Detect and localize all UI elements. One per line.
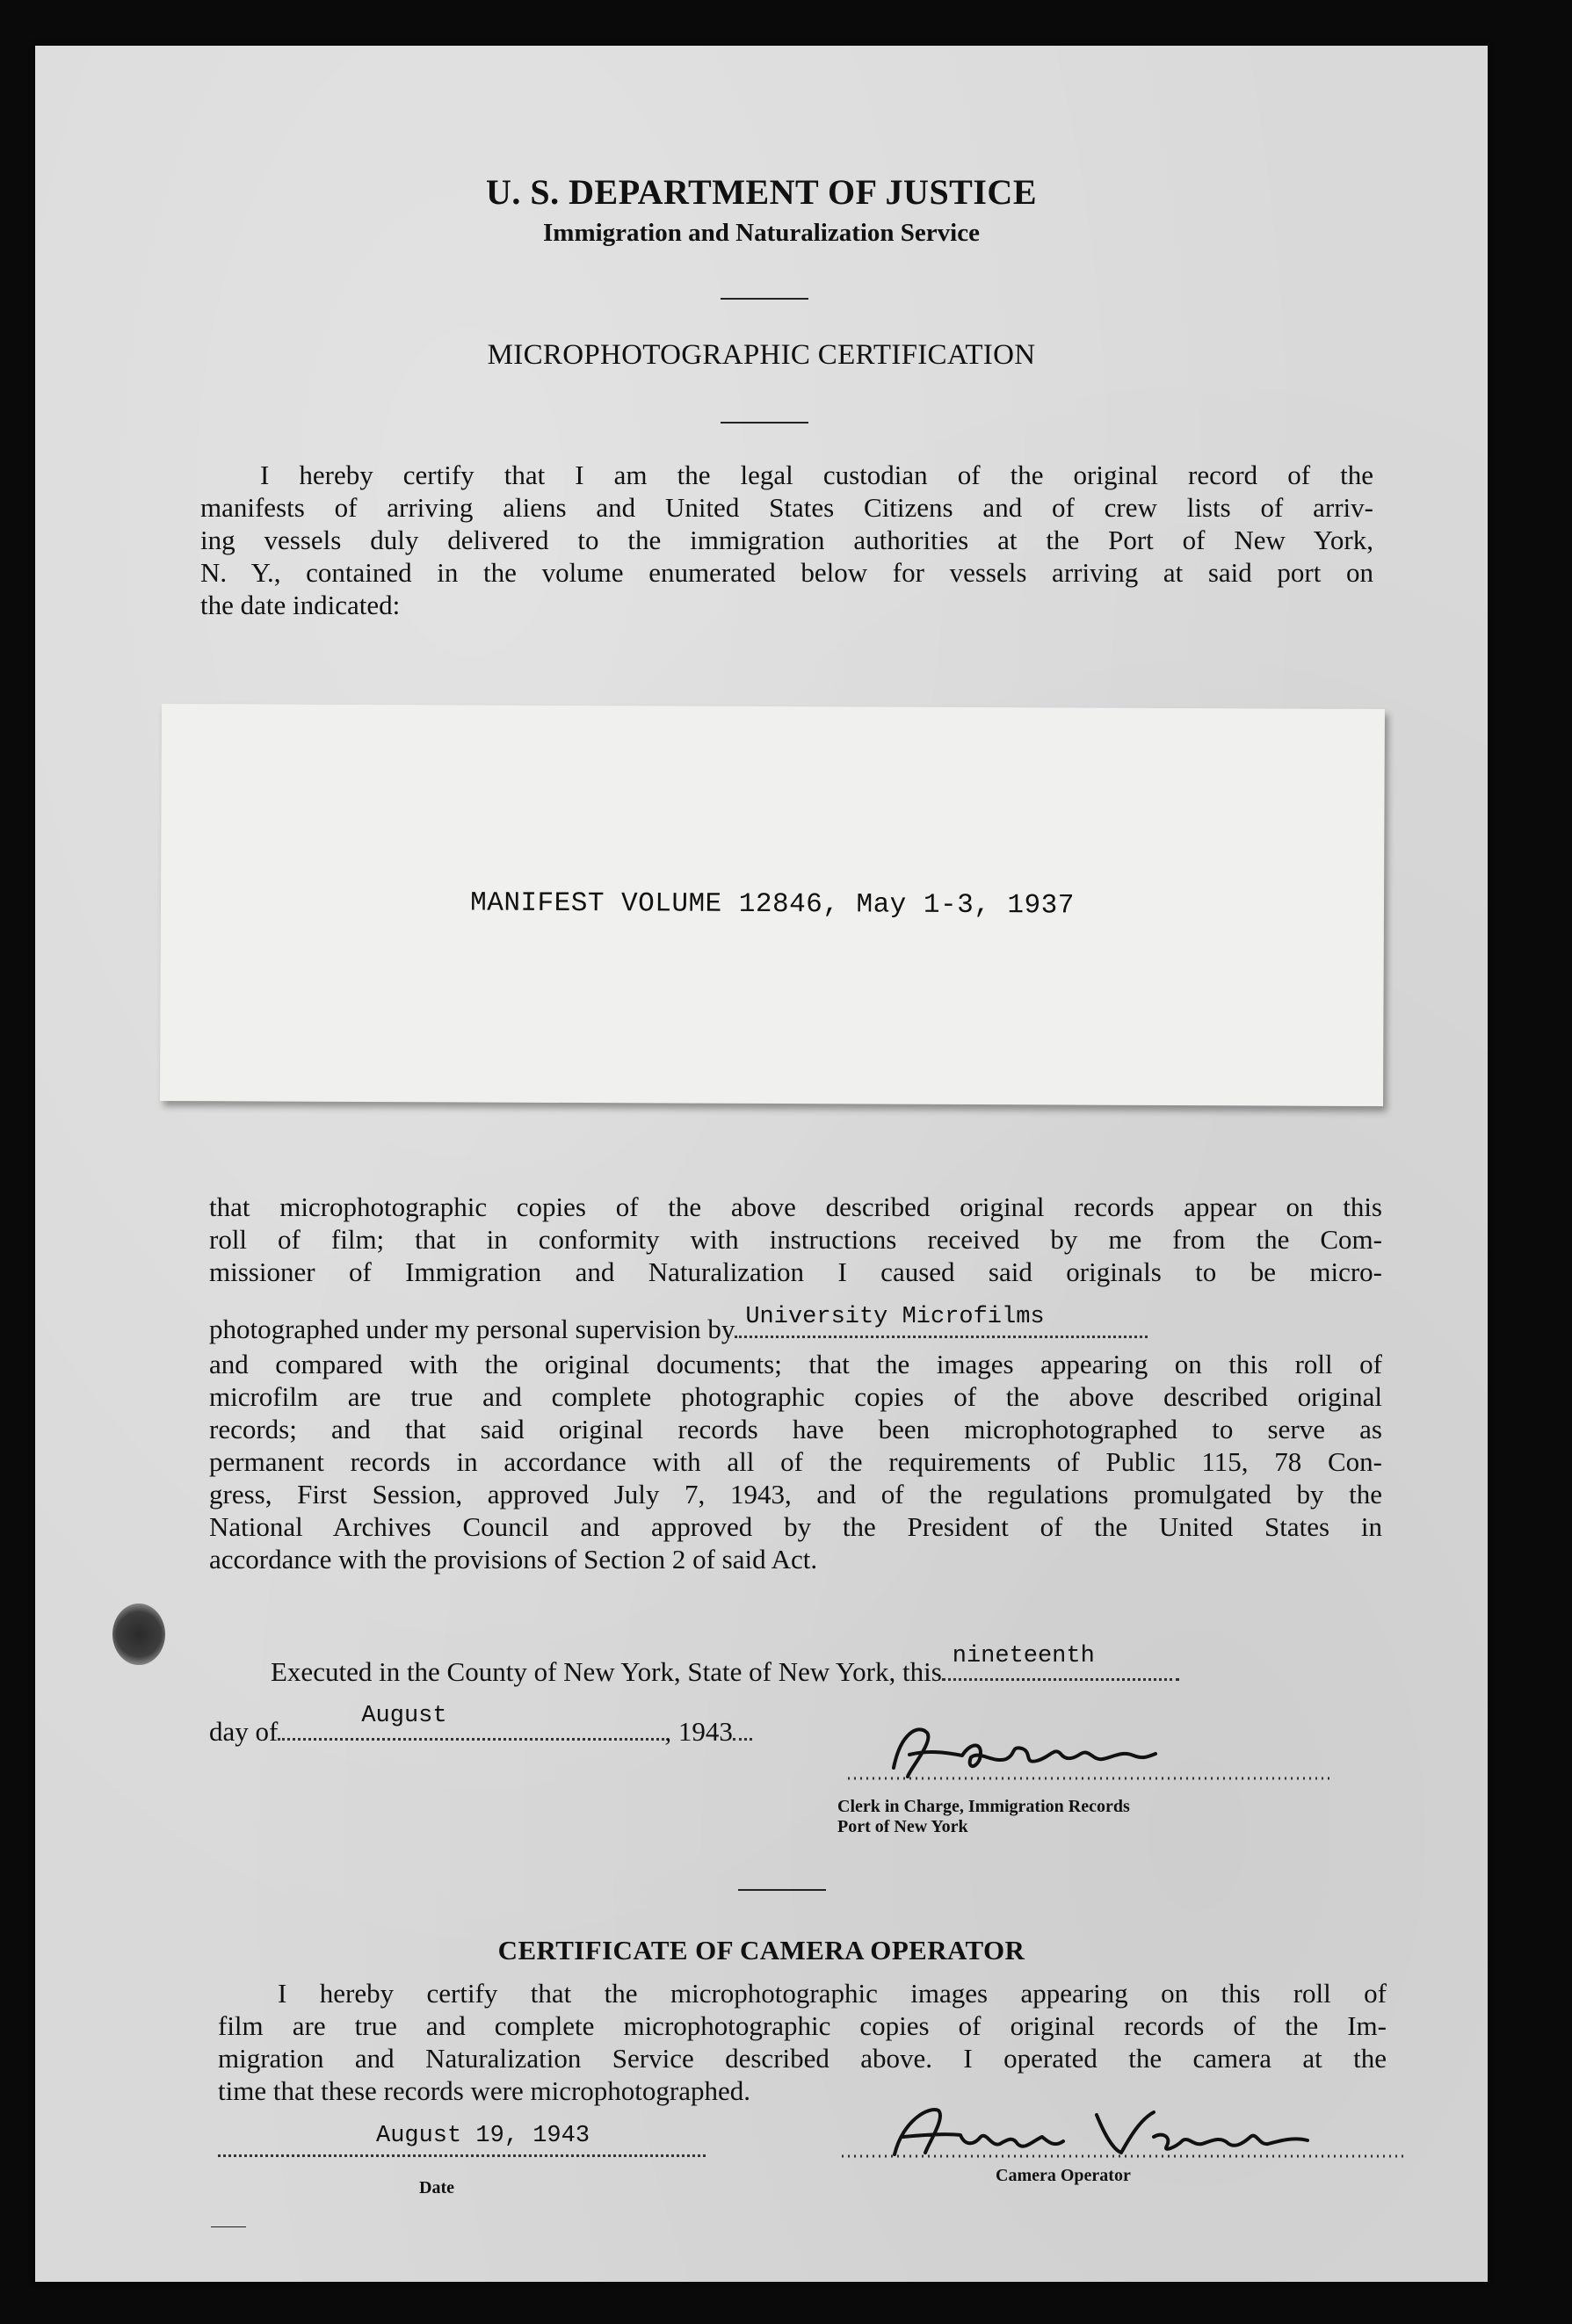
camera-line: film are true and complete microphotographic copies of original records of the Im- [218,2010,1387,2041]
body-paragraph [209,1348,1382,1575]
divider-rule [738,1889,826,1891]
body-line: and compared with the original documents; that the images appearing on this roll of [209,1349,1382,1379]
camera-paragraph [218,1977,1387,2107]
date-line [218,2123,706,2164]
executed-day-fill [942,1643,1179,1681]
certification-title: MICROPHOTOGRAPHIC CERTIFICATION [487,339,1036,371]
divider-rule [721,422,808,424]
camera-certificate-title: CERTIFICATE OF CAMERA OPERATOR [497,1935,1025,1966]
department-title: U. S. DEPARTMENT OF JUSTICE [486,172,1037,212]
clerk-caption [837,1797,1130,1837]
camera-line: migration and Naturalization Service described above. I operated the camera at the [218,2043,1387,2074]
manifest-volume-text: MANIFEST VOLUME 12846, May 1-3, 1937 [470,887,1075,922]
film-blemish [112,1604,165,1665]
intro-line: N. Y., contained in the volume enumerated below for vessels arriving at said port on [200,557,1373,588]
operator-signature-area [807,2102,1422,2163]
date-caption: Date [419,2178,454,2197]
body-line: microfilm are true and complete photographic copies of the above described original [209,1381,1382,1412]
intro-line: the date indicated: [200,590,401,620]
executed-line [271,1643,1179,1688]
executed-day-typed: nineteenth [952,1643,1095,1669]
divider-rule [721,298,808,300]
executed-prefix: Executed in the County of New York, State of New York, this [271,1656,942,1687]
body-line: roll of film; that in conformity with instructions received by me from the Com- [209,1224,1382,1255]
body-line: missioner of Immigration and Naturalization I caused said originals to be micro- [209,1256,1382,1287]
year-tail [733,1713,752,1741]
service-subtitle: Immigration and Naturalization Service [543,219,980,247]
clerk-caption-line: Port of New York [837,1817,968,1836]
camera-line: time that these records were microphotographed. [218,2075,750,2106]
operator-caption: Camera Operator [996,2166,1131,2185]
month-fill [278,1703,664,1741]
intro-line: ing vessels duly delivered to the immigration authorities at the Port of New York, [200,525,1373,555]
intro-paragraph [200,459,1373,621]
supervision-fill [735,1304,1148,1338]
body-paragraph [209,1191,1382,1288]
day-of-label: day of [209,1716,279,1747]
date-typed: August 19, 1943 [376,2123,590,2149]
supervision-prefix: photographed under my personal supervision by [209,1314,735,1344]
camera-line: I hereby certify that the microphotographic images appearing on this roll of [278,1978,1387,2009]
year-text: , 1943 [664,1716,733,1747]
intro-line: I hereby certify that I am the legal custodian of the original record of the [260,460,1373,490]
margin-mark [211,2226,246,2227]
document-page [35,46,1488,2282]
clerk-signature [795,1715,1349,1785]
body-line: gress, First Session, approved July 7, 1943, and of the regulations promulgated by the [209,1479,1382,1510]
volume-card [160,704,1385,1106]
body-line: accordance with the provisions of Section 2 of said Act. [209,1544,818,1575]
month-typed: August [361,1703,447,1729]
supervision-line [209,1304,1148,1345]
clerk-caption-line: Clerk in Charge, Immigration Records [837,1797,1130,1816]
intro-line: manifests of arriving aliens and United States Citizens and of crew lists of arriv- [200,492,1373,523]
body-line: records; and that said original records have been microphotographed to serve as [209,1414,1382,1444]
supervisor-typed: University Microfilms [745,1304,1045,1330]
operator-signature [807,2102,1422,2163]
clerk-signature-area [795,1715,1349,1785]
day-of-line [209,1703,752,1748]
date-fill [218,2123,706,2157]
body-line: National Archives Council and approved by the President of the United States in [209,1511,1382,1542]
body-line: that microphotographic copies of the above described original records appear on this [209,1191,1382,1222]
body-line: permanent records in accordance with all of the requirements of Public 115, 78 Con- [209,1446,1382,1477]
